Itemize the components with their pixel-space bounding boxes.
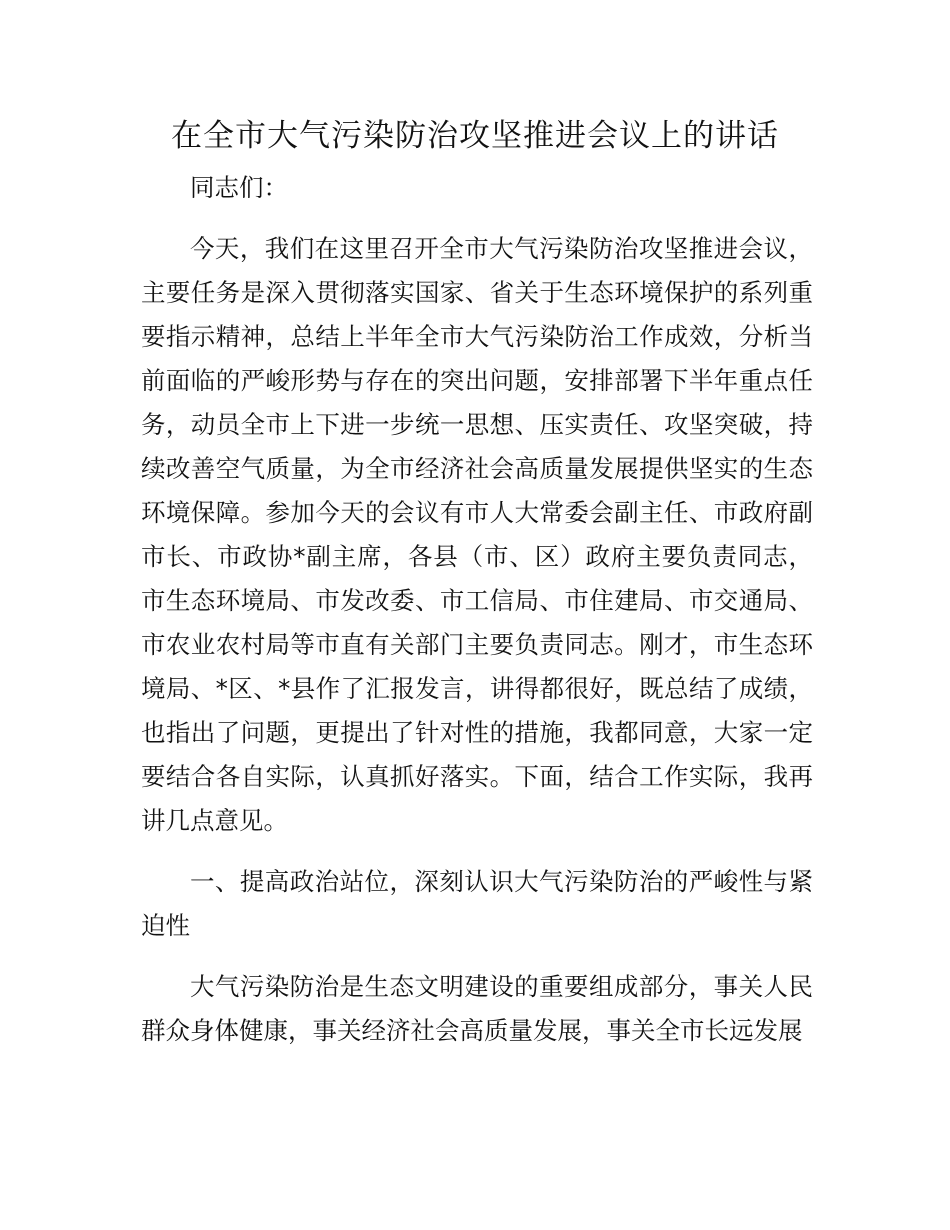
salutation: 同志们： bbox=[190, 173, 288, 202]
section-heading: 一、提高政治站位，深刻认识大气污染防治的严峻性与紧迫性 bbox=[141, 867, 813, 940]
section-paragraph: 大气污染防治是生态文明建设的重要组成部分，事关人民群众身体健康，事关经济社会高质量发展，事关全市长远发展 bbox=[141, 972, 813, 1045]
document-title: 在全市大气污染防治攻坚推进会议上的讲话 bbox=[171, 118, 779, 154]
document-body bbox=[141, 166, 813, 1053]
opening-paragraph: 今天，我们在这里召开全市大气污染防治攻坚推进会议，主要任务是深入贯彻落实国家、省关于生态环境保护的系列重要指示精神，总结上半年全市大气污染防治工作成效，分析当前面临的严峻形势与存在的突出问题，安排部署下半年重点任务，动员全市上下进一步统一思想、压实责任、攻坚突破，持续改善空气质量，为全市经济社会高质量发展提供坚实的生态环境保障。参加今天的会议有市人大常委会副主任、市政府副市长、市政协*副主席，各县（市、区）政府主要负责同志，市生态环境局、市发改委、市工信局、市住建局、市交通局、市农业农村局等市直有关部门主要负责同志。刚才，市生态环境局、*区、*县作了汇报发言，讲得都很好，既总结了成绩，也指出了问题，更提出了针对性的措施，我都同意，大家一定要结合各自实际，认真抓好落实。下面，结合工作实际，我再讲几点意见。 bbox=[141, 234, 813, 835]
